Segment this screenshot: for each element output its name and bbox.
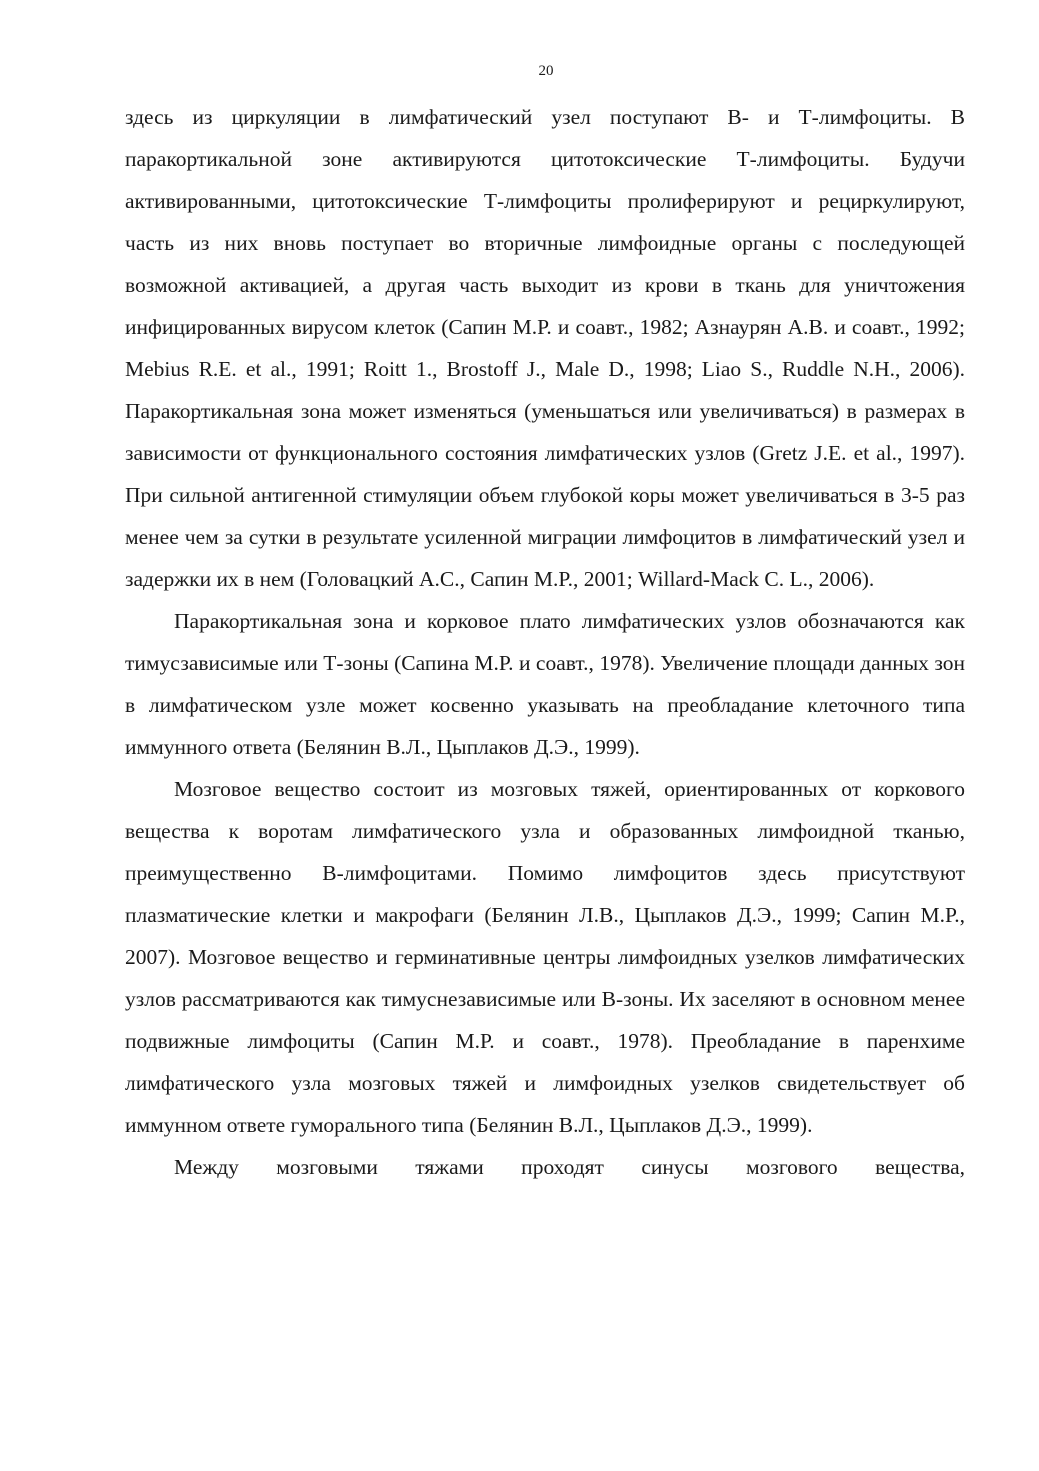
page-number: 20 <box>538 63 554 79</box>
paragraph: Мозговое вещество состоит из мозговых тяжей, ориентированных от коркового вещества к воротам лимфатического узла и образованных лимфоидной тканью, преимущественно В-лимфоцитами. Помимо лимфоцитов здесь присутствуют плазматические клетки и макрофаги (Белянин Л.В., Цыплаков Д.Э., 1999; Сапин М.Р., 2007). Мозговое вещество и герминативные центры лимфоидных узелков лимфатических узлов рассматриваются как тимуснезависимые или В-зоны. Их заселяют в основном менее подвижные лимфоциты (Сапин М.Р. и соавт., 1978). Преобладание в паренхиме лимфатического узла мозговых тяжей и лимфоидных узелков свидетельствует об иммунном ответе гуморального типа (Белянин В.Л., Цыплаков Д.Э., 1999). <box>125 777 965 1137</box>
paragraph: здесь из циркуляции в лимфатический узел поступают В- и Т-лимфоциты. В паракортикальной зоне активируются цитотоксические Т-лимфоциты. Будучи активированными, цитотоксические Т-лимфоциты пролиферируют и рециркулируют, часть из них вновь поступает во вторичные лимфоидные органы с последующей возможной активацией, а другая часть выходит из крови в ткань для уничтожения инфицированных вирусом клеток (Сапин М.Р. и соавт., 1982; Азнаурян А.В. и соавт., 1992; Mebius R.E. et al., 1991; Roitt 1., Brostoff J., Male D., 1998; Liao S., Ruddle N.H., 2006). Паракортикальная зона может изменяться (уменьшаться или увеличиваться) в размерах в зависимости от функционального состояния лимфатических узлов (Gretz J.E. et al., 1997). При сильной антигенной стимуляции объем глубокой коры может увеличиваться в 3-5 раз менее чем за сутки в результате усиленной миграции лимфоцитов в лимфатический узел и задержки их в нем (Головацкий А.С., Сапин М.Р., 2001; Willard-Mack C. L., 2006). <box>125 105 965 591</box>
body-text <box>125 96 965 1188</box>
paragraph: Между мозговыми тяжами проходят синусы мозгового вещества, <box>174 1155 965 1179</box>
paragraph: Паракортикальная зона и корковое плато лимфатических узлов обозначаются как тимусзависимые или Т-зоны (Сапина М.Р. и соавт., 1978). Увеличение площади данных зон в лимфатическом узле может косвенно указывать на преобладание клеточного типа иммунного ответа (Белянин В.Л., Цыплаков Д.Э., 1999). <box>125 609 965 759</box>
